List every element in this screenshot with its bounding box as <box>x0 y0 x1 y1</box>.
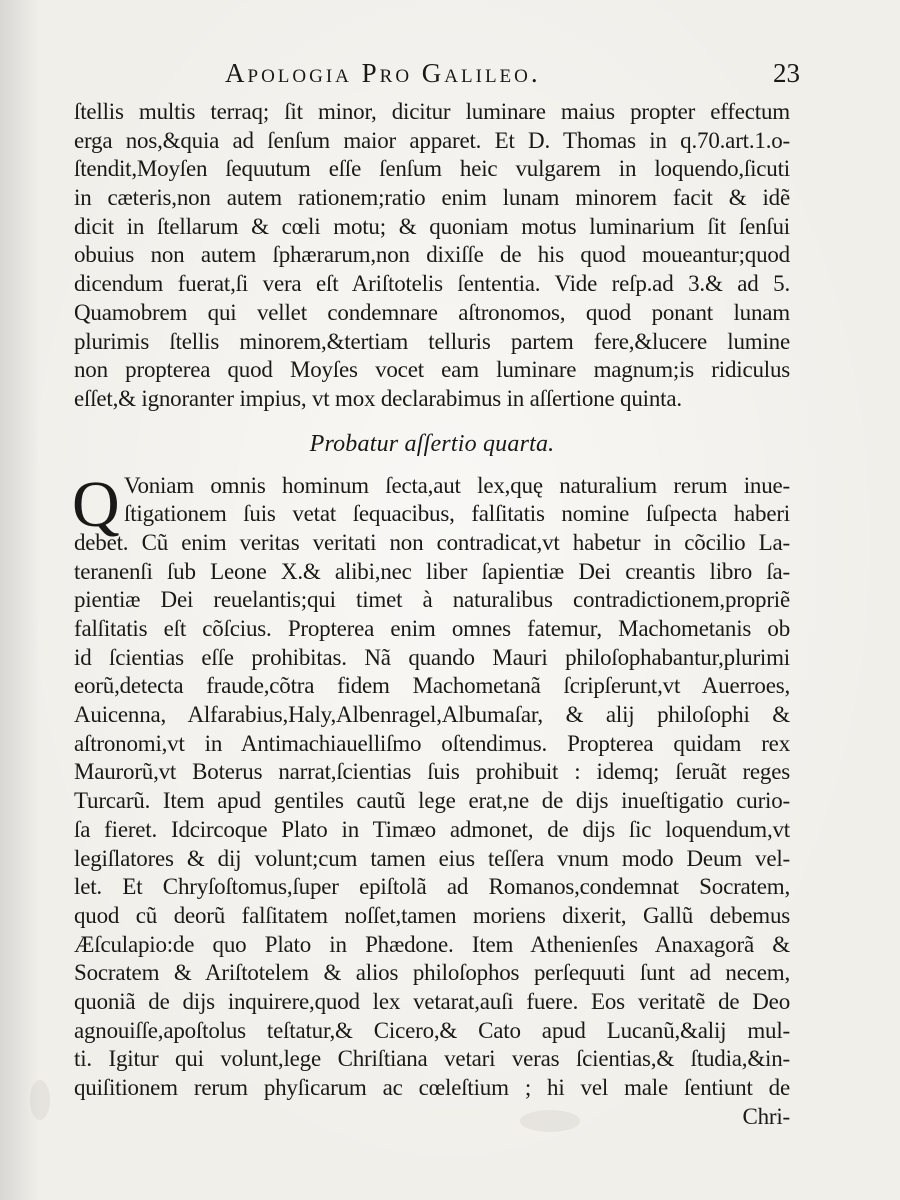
text-line: eſſet,& ignoranter impius, vt mox declarabimus in aſſertione quinta. <box>74 385 682 411</box>
catchword: Chri- <box>742 1103 790 1129</box>
text-line: ti. Igitur qui volunt,lege Chriſtiana vetari veras ſcientias,& ſtudia,&in- <box>74 1046 790 1072</box>
text-line: let. Et Chryſoſtomus,ſuper epiſtolã ad Romanos,condemnat Socratem, <box>74 874 790 900</box>
text-line: debet. Cũ enim veritas veritati non contradicat,vt habetur in cõcilio La- <box>74 529 790 555</box>
text-line: non propterea quod Moyſes vocet eam luminare magnum;is ridiculus <box>74 357 790 383</box>
text-line: ſtellis multis terraq; ſit minor, dicitur luminare maius propter effectum <box>74 99 790 124</box>
text-line: in cæteris,non autem rationem;ratio enim lunam minorem facit & idẽ <box>74 185 790 211</box>
running-title: Apologia Pro Galileo. <box>225 58 541 88</box>
paper-stain <box>30 1080 50 1120</box>
text-line: id ſcientias eſſe prohibitas. Nã quando Mauri philoſophabantur,plurimi <box>74 644 790 670</box>
text-line: obuius non autem ſphærarum,non dixiſſe de his quod moueantur;quod <box>74 242 790 268</box>
section-heading: Probatur aſſertio quarta. <box>309 430 555 457</box>
drop-cap-initial: Q <box>72 467 120 541</box>
text-line: ſtendit,Moyſen ſequutum eſſe ſenſum heic vulgarem in loquendo,ſicuti <box>74 156 790 182</box>
text-line: Æſculapio:de quo Plato in Phædone. Item Athenienſes Anaxagorã & <box>74 931 790 957</box>
paragraph-1 <box>74 98 790 414</box>
text-line: quod cũ deorũ falſitatem noſſet,tamen moriens dixerit, Gallũ debemus <box>74 902 790 928</box>
text-line: aſtronomi,vt in Antimachiauelliſmo oſtendimus. Propterea quidam rex <box>74 730 790 756</box>
text-line: ſtigationem ſuis vetat ſequacibus, falſitatis nomine ſuſpecta haberi <box>124 501 790 527</box>
paragraph-2 <box>72 467 790 1103</box>
text-line: dicendum fuerat,ſi vera eſt Ariſtotelis ſententia. Vide reſp.ad 3.& ad 5. <box>74 271 790 297</box>
text-line: pientiæ Dei reuelantis;qui timet à naturalibus contradictionem,propriẽ <box>74 587 790 613</box>
text-line: eorũ,detecta fraude,cõtra fidem Machometanã ſcripſerunt,vt Auerroes, <box>74 673 790 699</box>
text-line: Socratem & Ariſtotelem & alios philoſophos perſequuti ſunt ad necem, <box>74 960 790 986</box>
page-number: 23 <box>773 58 800 88</box>
gutter-shadow <box>0 0 40 1200</box>
text-line: teranenſi ſub Leone X.& alibi,nec liber ſapientiæ Dei creantis libro ſa- <box>74 558 790 584</box>
text-line: Quamobrem qui vellet condemnare aſtronomos, quod ponant lunam <box>74 299 790 325</box>
catchword-line <box>74 1103 790 1132</box>
text-line: legiſlatores & dij volunt;cum tamen eius teſſera vnum modo Deum vel- <box>74 845 790 871</box>
text-line: erga nos,&quia ad ſenſum maior apparet. Et D. Thomas in q.70.art.1.o- <box>74 127 790 153</box>
text-line: Voniam omnis hominum ſecta,aut lex,quę naturalium rerum inue- <box>124 472 790 498</box>
text-line: falſitatis eſt cõſcius. Propterea enim omnes fatemur, Machometanis ob <box>74 616 790 641</box>
text-line: quoniã de dijs inquirere,quod lex vetarat,auſi fuere. Eos veritatẽ de Deo <box>74 988 790 1014</box>
text-line: ſa fieret. Idcircoque Plato in Timæo admonet, de dijs ſic loquendum,vt <box>74 816 790 842</box>
page-header <box>90 58 800 94</box>
text-line: agnouiſſe,apoſtolus teſtatur,& Cicero,& Cato apud Lucanũ,&alij mul- <box>74 1017 790 1043</box>
text-line: quiſitionem rerum phyſicarum ac cœleſtium ; hi vel male ſentiunt de <box>74 1075 790 1100</box>
body-text <box>74 98 790 1131</box>
text-line: Auicenna, Alfarabius,Haly,Albenragel,Albumaſar, & alij philoſophi & <box>74 702 790 728</box>
text-line: Maurorũ,vt Boterus narrat,ſcientias ſuis prohibuit : idemq; ſeruãt reges <box>74 759 790 785</box>
text-line: dicit in ſtellarum & cœli motu; & quoniam motus luminarium ſit ſenſui <box>74 213 790 239</box>
text-line: Turcarũ. Item apud gentiles cautũ lege erat,ne de dijs inueſtigatio curio- <box>74 788 790 814</box>
text-line: plurimis ſtellis minorem,&tertiam telluris partem fere,&lucere lumine <box>74 328 790 354</box>
